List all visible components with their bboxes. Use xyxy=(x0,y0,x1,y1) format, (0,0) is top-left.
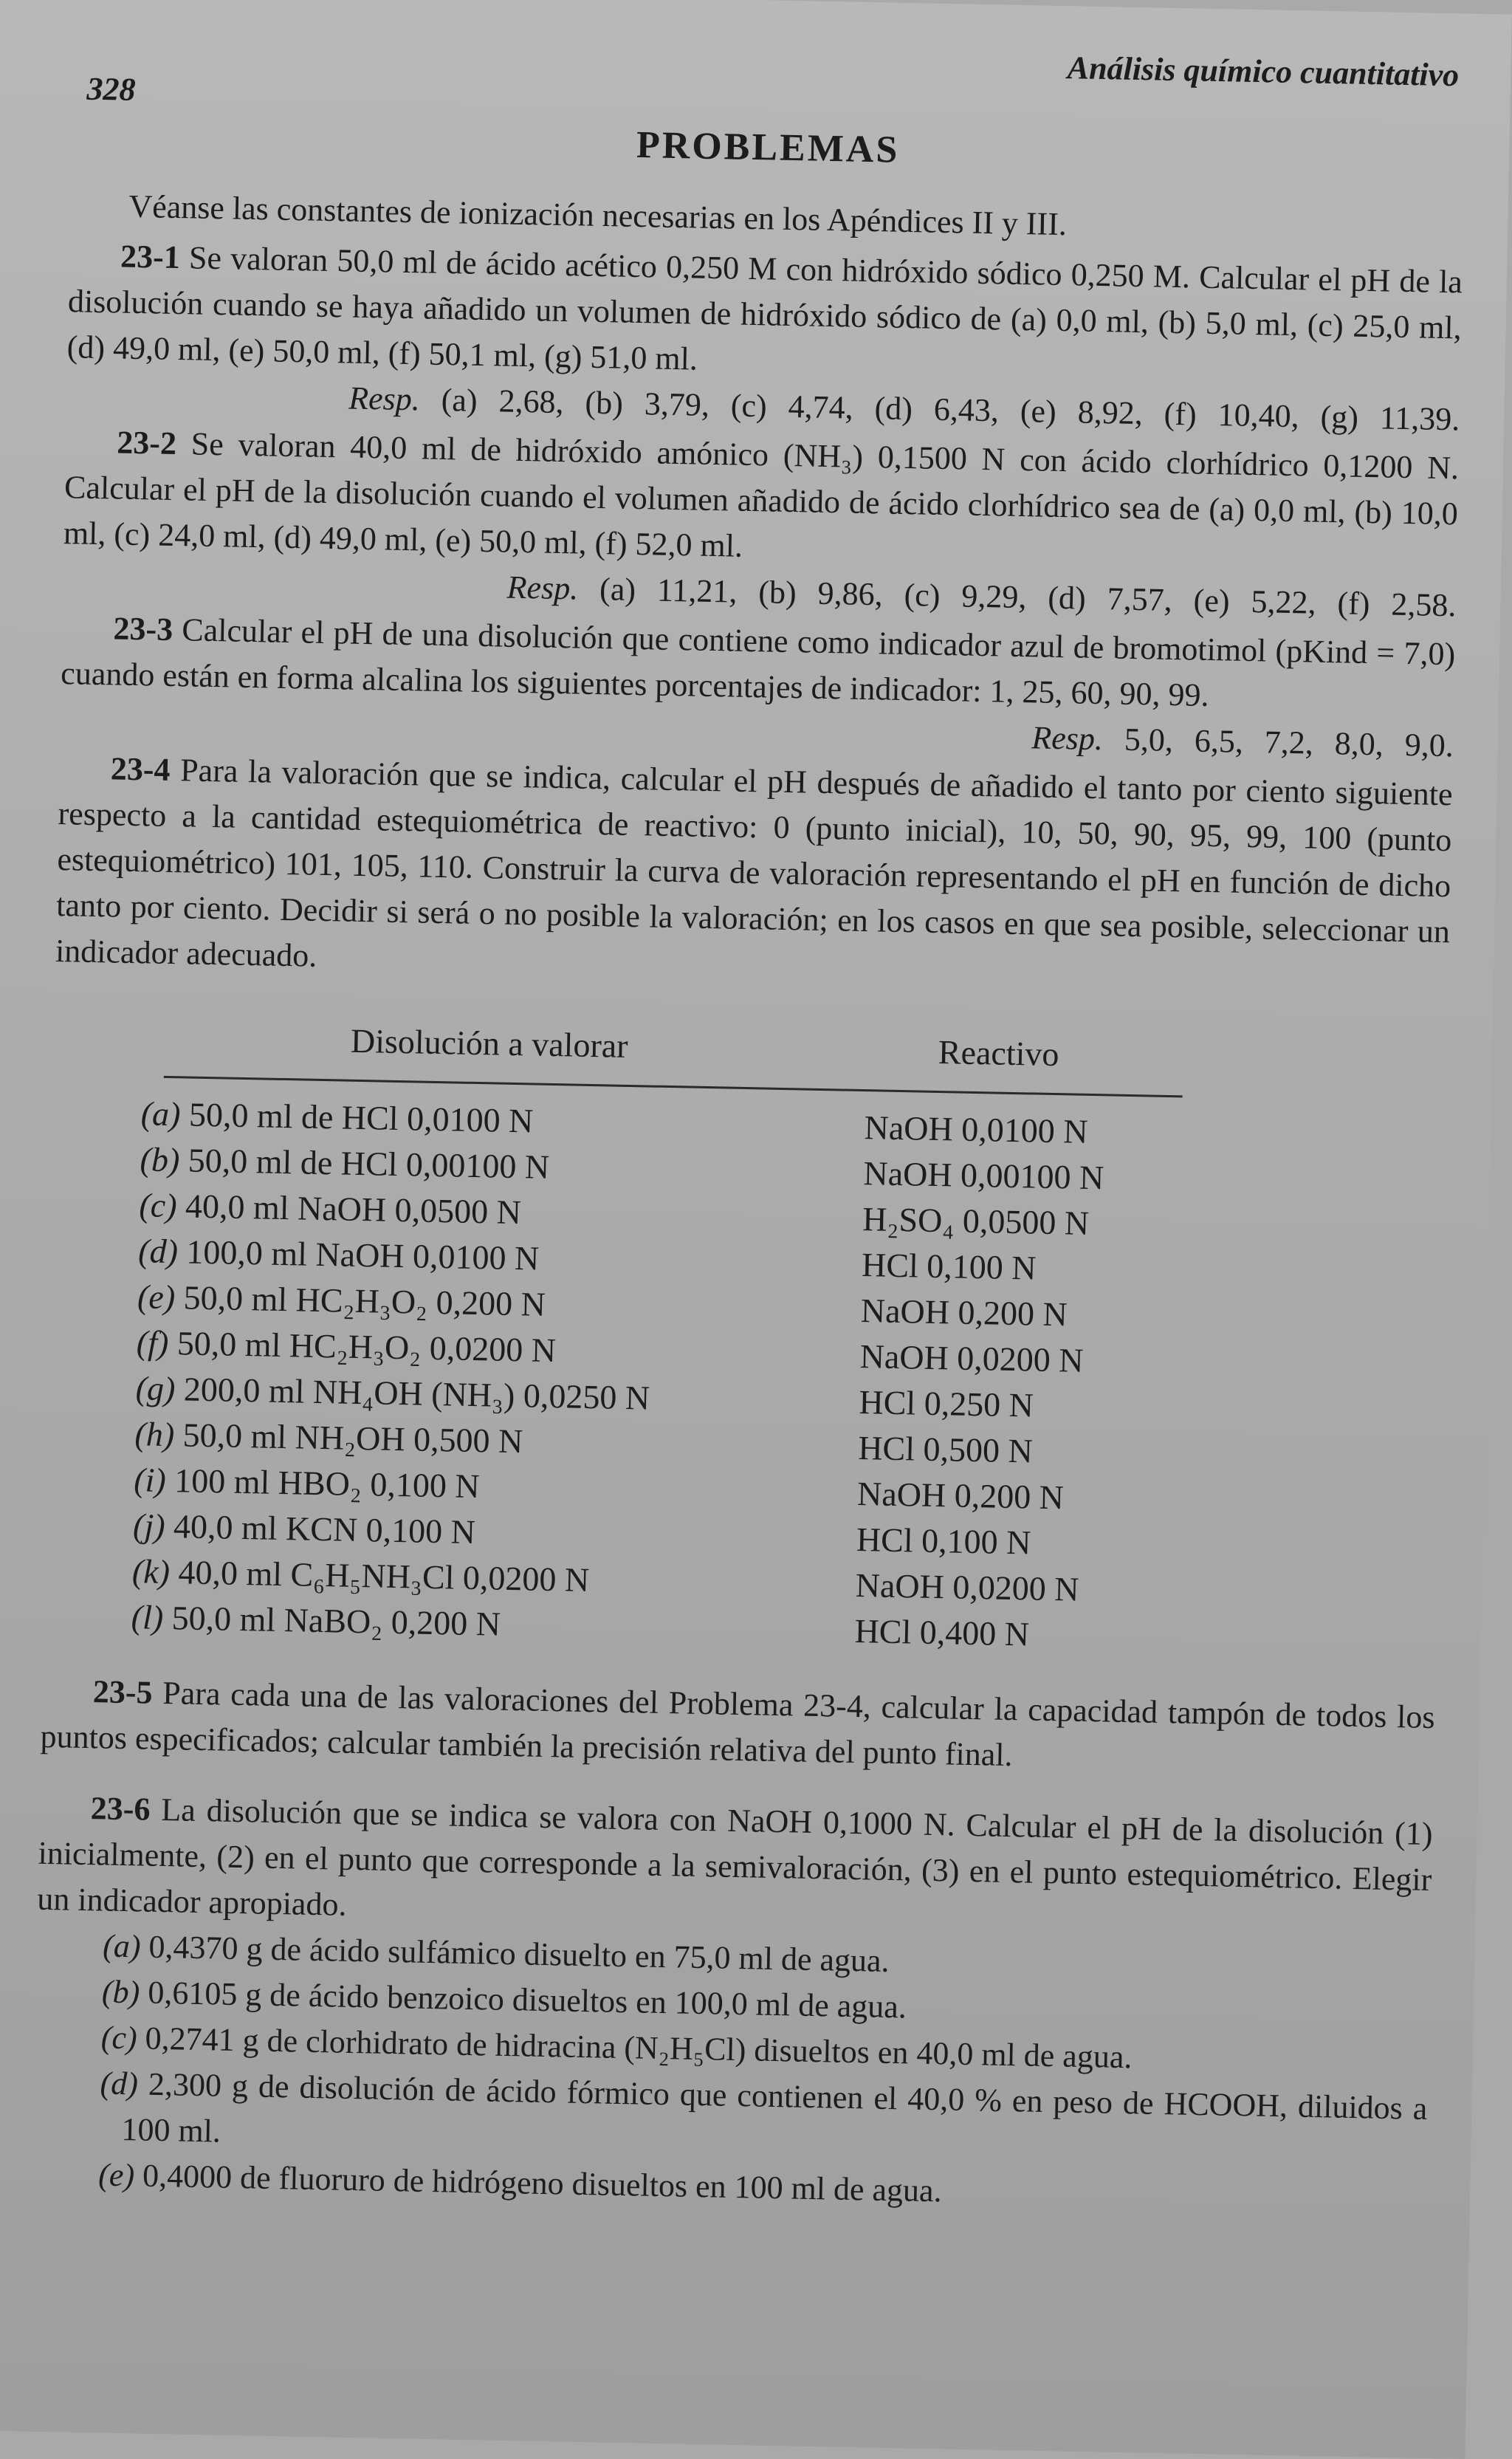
item-letter: (a) xyxy=(102,1927,142,1965)
page-number: 328 xyxy=(86,70,136,108)
reagent-cell: NaOH 0,200 N xyxy=(856,1475,1065,1517)
row-letter: (g) xyxy=(135,1369,176,1408)
problem-text: Calcular el pH de una disolución que contiene como indicador azul de bromotimol (pKind = 7,0) cuando están en forma alcalina los siguientes porcentajes de indicador: 1, 25, 60, 90, 99. xyxy=(60,611,1456,713)
reagent-cell: NaOH 0,0200 N xyxy=(859,1337,1084,1379)
item-text: 2,300 g de disolución de ácido fórmico que contienen el 40,0 % en peso de HCOOH, diluidos a 100 ml. xyxy=(121,2065,1428,2150)
titration-table xyxy=(131,1017,1265,1661)
solution-text: 50,0 ml NaBO₂ 0,200 N xyxy=(171,1599,501,1643)
table-header xyxy=(164,1018,1183,1097)
solution-text: 50,0 ml HC₂H₃O₂ 0,200 N xyxy=(183,1278,546,1323)
item-letter: (b) xyxy=(101,1973,140,2011)
solution-text: 200,0 ml NH₄OH (NH₃) 0,0250 N xyxy=(183,1370,650,1417)
intro-text: Véanse las constantes de ionización necesarias en los Apéndices II y III. xyxy=(128,188,1068,243)
column-header-solution: Disolución a valorar xyxy=(350,1021,629,1065)
row-letter: (d) xyxy=(137,1232,179,1271)
row-letter: (b) xyxy=(140,1140,180,1179)
row-letter: (k) xyxy=(131,1552,171,1591)
answer-text: (a) 11,21, (b) 9,86, (c) 9,29, (d) 7,57, (e) 5,22, (f) 2,58. xyxy=(599,571,1457,624)
book-title: Análisis químico cuantitativo xyxy=(1067,49,1460,94)
solution-text: 50,0 ml de HCl 0,0100 N xyxy=(188,1095,534,1140)
row-letter: (h) xyxy=(134,1415,175,1454)
problem-number: 23-2 xyxy=(116,424,177,462)
item-text: 0,4000 de fluoruro de hidrógeno disueltos en 100 ml de agua. xyxy=(142,2157,943,2209)
row-letter: (e) xyxy=(137,1277,176,1317)
row-letter: (j) xyxy=(132,1506,166,1546)
problem-23-6 xyxy=(37,1785,1433,1949)
column-header-reagent: Reactivo xyxy=(938,1033,1059,1074)
reagent-cell: NaOH 0,00100 N xyxy=(863,1154,1104,1197)
item-text: 0,4370 g de ácido sulfámico disuelto en 75,0 ml de agua. xyxy=(148,1928,890,1979)
solution-text: 40,0 ml C₆H₅NH₃Cl 0,0200 N xyxy=(178,1553,590,1599)
section-heading: PROBLEMAS xyxy=(636,123,900,171)
problem-number: 23-6 xyxy=(90,1790,151,1828)
answer-label: Resp. xyxy=(506,569,579,607)
table-body xyxy=(131,1091,1263,1661)
item-letter: (e) xyxy=(97,2156,135,2194)
problem-number: 23-4 xyxy=(110,750,171,788)
solution-text: 50,0 ml de HCl 0,00100 N xyxy=(188,1141,550,1186)
solution-text: 100 ml HBO₂ 0,100 N xyxy=(173,1461,481,1506)
solution-text: 100,0 ml NaOH 0,0100 N xyxy=(185,1232,540,1277)
problem-number: 23-3 xyxy=(113,610,173,648)
row-letter: (l) xyxy=(131,1598,164,1636)
item-text: 0,6105 g de ácido benzoico disueltos en 100,0 ml de agua. xyxy=(147,1974,907,2026)
problem-number: 23-1 xyxy=(120,238,181,276)
reagent-cell: NaOH 0,0100 N xyxy=(864,1108,1088,1150)
item-letter: (d) xyxy=(100,2065,139,2102)
problem-23-6-items xyxy=(98,1924,1431,2223)
row-letter: (a) xyxy=(140,1094,182,1134)
problem-text: Se valoran 40,0 ml de hidróxido amónico (NH₃) 0,1500 N con ácido clorhídrico 0,1200 N. Calcular el pH de la disolución cuando el volumen añadido de ácido clorhídrico sea de (a) 0,0 ml, (b) 10,0 ml, (c) 24,0 ml, (d) 49,0 ml, (e) 50,0 ml, (f) 52,0 ml. xyxy=(63,425,1460,564)
problem-number: 23-5 xyxy=(92,1673,153,1711)
row-letter: (f) xyxy=(136,1323,169,1362)
solution-text: 50,0 ml NH₂OH 0,500 N xyxy=(182,1416,523,1461)
solution-text: 40,0 ml KCN 0,100 N xyxy=(173,1507,476,1551)
answer-text: (a) 2,68, (b) 3,79, (c) 4,74, (d) 6,43, (e) 8,92, (f) 10,40, (g) 11,39. xyxy=(441,381,1460,438)
reagent-cell: HCl 0,500 N xyxy=(857,1429,1034,1470)
problem-text: Para cada una de las valoraciones del Problema 23-4, calcular la capacidad tampón de todos los puntos especificados; calcular también la precisión relativa del punto final. xyxy=(40,1674,1435,1774)
answer-label: Resp. xyxy=(348,380,421,418)
item-letter: (c) xyxy=(100,2019,138,2057)
row-letter: (c) xyxy=(139,1186,178,1225)
problem-text: Para la valoración que se indica, calcular el pH después de añadido el tanto por ciento siguiente respecto a la cantidad estequiométrica de reactivo: 0 (punto inicial), 10, 50, 90, 95, 99, 100 (punto estequiométrico) 101, 105, 110. Construir la curva de valoración representando el pH en función de dicho tanto por ciento. Decidir si será o no posible la valoración; en los casos en que sea posible, seleccionar un indicador adecuado. xyxy=(55,752,1453,974)
problem-23-2 xyxy=(63,419,1459,583)
reagent-cell: HCl 0,100 N xyxy=(856,1520,1031,1562)
answer-label: Resp. xyxy=(1031,719,1104,758)
reagent-cell: H₂SO₄ 0,0500 N xyxy=(862,1200,1090,1242)
row-letter: (i) xyxy=(133,1461,167,1500)
reagent-cell: HCl 0,250 N xyxy=(859,1383,1034,1424)
reagent-cell: HCl 0,100 N xyxy=(861,1246,1037,1287)
problem-23-4 xyxy=(55,745,1454,1001)
problem-text: Se valoran 50,0 ml de ácido acético 0,250 M con hidróxido sódico 0,250 M. Calcular el pH de la disolución cuando se haya añadido un volumen de hidróxido sódico de (a) 0,0 ml, (b) 5,0 ml, (c) 25,0 ml, (d) 49,0 ml, (e) 50,0 ml, (f) 50,1 ml, (g) 51,0 ml. xyxy=(66,239,1463,377)
reagent-cell: NaOH 0,0200 N xyxy=(855,1565,1080,1608)
problem-23-1 xyxy=(66,233,1463,397)
solution-text: 50,0 ml HC₂H₃O₂ 0,0200 N xyxy=(176,1324,557,1370)
solution-text: 40,0 ml NaOH 0,0500 N xyxy=(185,1187,522,1232)
problem-text: La disolución que se indica se valora con NaOH 0,1000 N. Calcular el pH de la disolución (1) inicialmente, (2) en el punto que corresponde a la semivaloración, (3) en el punto estequiométrico. Elegir un indicador apropiado. xyxy=(36,1791,1433,1923)
answer-text: 5,0, 6,5, 7,2, 8,0, 9,0. xyxy=(1124,721,1454,764)
reagent-cell: NaOH 0,200 N xyxy=(860,1292,1068,1334)
item-text: 0,2741 g de clorhidrato de hidracina (N₂H₅Cl) disueltos en 40,0 ml de agua. xyxy=(145,2020,1133,2076)
reagent-cell: HCl 0,400 N xyxy=(854,1611,1030,1653)
